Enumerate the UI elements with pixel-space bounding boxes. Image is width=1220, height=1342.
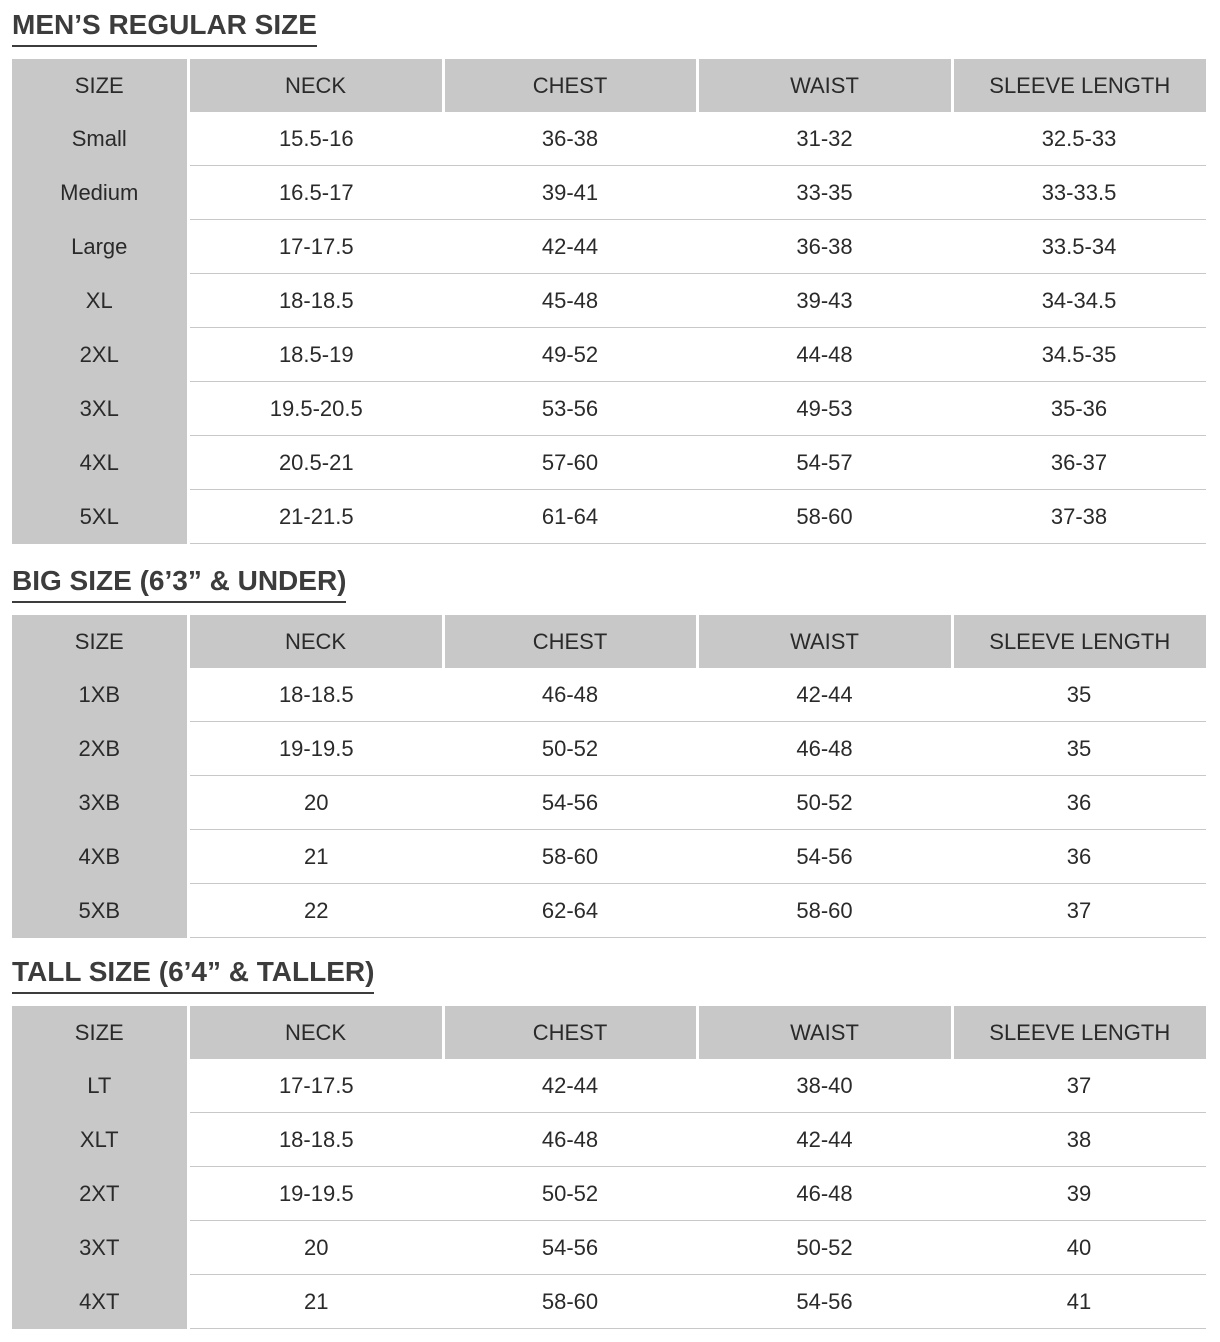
column-header-neck: NECK [188, 59, 443, 112]
neck-cell: 18.5-19 [188, 328, 443, 382]
column-header-neck: NECK [188, 615, 443, 668]
size-cell: 3XB [12, 776, 188, 830]
chest-cell: 46-48 [443, 1113, 697, 1167]
sleeve-length-cell: 34-34.5 [952, 274, 1206, 328]
chest-cell: 42-44 [443, 220, 697, 274]
chest-cell: 62-64 [443, 884, 697, 938]
column-header-size: SIZE [12, 1006, 188, 1059]
column-header-sleeve-length: SLEEVE LENGTH [952, 615, 1206, 668]
chest-cell: 58-60 [443, 830, 697, 884]
waist-cell: 33-35 [697, 166, 952, 220]
waist-cell: 58-60 [697, 884, 952, 938]
chest-cell: 49-52 [443, 328, 697, 382]
waist-cell: 44-48 [697, 328, 952, 382]
table-row [12, 668, 1206, 722]
table-row [12, 274, 1206, 328]
column-header-chest: CHEST [443, 615, 697, 668]
table-row [12, 884, 1206, 938]
chest-cell: 42-44 [443, 1059, 697, 1113]
chest-cell: 61-64 [443, 490, 697, 544]
neck-cell: 18-18.5 [188, 274, 443, 328]
sleeve-length-cell: 35-36 [952, 382, 1206, 436]
size-cell: Small [12, 112, 188, 166]
column-header-waist: WAIST [697, 59, 952, 112]
chest-cell: 46-48 [443, 668, 697, 722]
size-cell: 5XL [12, 490, 188, 544]
chest-cell: 36-38 [443, 112, 697, 166]
neck-cell: 22 [188, 884, 443, 938]
size-cell: 4XL [12, 436, 188, 490]
sleeve-length-cell: 37 [952, 1059, 1206, 1113]
table-row [12, 166, 1206, 220]
sleeve-length-cell: 36-37 [952, 436, 1206, 490]
table-row [12, 1059, 1206, 1113]
neck-cell: 18-18.5 [188, 1113, 443, 1167]
waist-cell: 50-52 [697, 1221, 952, 1275]
size-cell: 2XL [12, 328, 188, 382]
chest-cell: 57-60 [443, 436, 697, 490]
sleeve-length-cell: 39 [952, 1167, 1206, 1221]
column-header-sleeve-length: SLEEVE LENGTH [952, 59, 1206, 112]
table-row [12, 722, 1206, 776]
section-title: BIG SIZE (6’3” & UNDER) [12, 564, 346, 603]
size-cell: 2XT [12, 1167, 188, 1221]
neck-cell: 20 [188, 776, 443, 830]
sleeve-length-cell: 32.5-33 [952, 112, 1206, 166]
table-body [12, 1059, 1206, 1329]
size-cell: 3XT [12, 1221, 188, 1275]
waist-cell: 50-52 [697, 776, 952, 830]
chest-cell: 54-56 [443, 776, 697, 830]
table-row [12, 1167, 1206, 1221]
table-row [12, 830, 1206, 884]
size-table-big [12, 615, 1206, 938]
neck-cell: 21 [188, 830, 443, 884]
table-row [12, 776, 1206, 830]
chest-cell: 50-52 [443, 722, 697, 776]
neck-cell: 21 [188, 1275, 443, 1329]
header-row [12, 59, 1206, 112]
header-row [12, 615, 1206, 668]
column-header-waist: WAIST [697, 1006, 952, 1059]
size-cell: XLT [12, 1113, 188, 1167]
size-cell: Large [12, 220, 188, 274]
size-table-tall [12, 1006, 1206, 1329]
table-row [12, 1113, 1206, 1167]
waist-cell: 58-60 [697, 490, 952, 544]
sleeve-length-cell: 35 [952, 668, 1206, 722]
neck-cell: 19-19.5 [188, 1167, 443, 1221]
waist-cell: 49-53 [697, 382, 952, 436]
neck-cell: 17-17.5 [188, 220, 443, 274]
size-cell: 2XB [12, 722, 188, 776]
waist-cell: 38-40 [697, 1059, 952, 1113]
sleeve-length-cell: 41 [952, 1275, 1206, 1329]
table-row [12, 328, 1206, 382]
chest-cell: 50-52 [443, 1167, 697, 1221]
neck-cell: 15.5-16 [188, 112, 443, 166]
neck-cell: 16.5-17 [188, 166, 443, 220]
waist-cell: 42-44 [697, 668, 952, 722]
waist-cell: 31-32 [697, 112, 952, 166]
size-cell: 5XB [12, 884, 188, 938]
chest-cell: 58-60 [443, 1275, 697, 1329]
sleeve-length-cell: 40 [952, 1221, 1206, 1275]
size-cell: 4XB [12, 830, 188, 884]
table-row [12, 436, 1206, 490]
waist-cell: 46-48 [697, 1167, 952, 1221]
waist-cell: 36-38 [697, 220, 952, 274]
sleeve-length-cell: 33-33.5 [952, 166, 1206, 220]
neck-cell: 20.5-21 [188, 436, 443, 490]
waist-cell: 54-57 [697, 436, 952, 490]
table-row [12, 382, 1206, 436]
sleeve-length-cell: 34.5-35 [952, 328, 1206, 382]
chest-cell: 53-56 [443, 382, 697, 436]
column-header-neck: NECK [188, 1006, 443, 1059]
size-table-regular [12, 59, 1206, 544]
waist-cell: 54-56 [697, 830, 952, 884]
sleeve-length-cell: 37 [952, 884, 1206, 938]
sleeve-length-cell: 37-38 [952, 490, 1206, 544]
waist-cell: 46-48 [697, 722, 952, 776]
size-cell: 3XL [12, 382, 188, 436]
column-header-waist: WAIST [697, 615, 952, 668]
neck-cell: 20 [188, 1221, 443, 1275]
table-row [12, 112, 1206, 166]
table-body [12, 668, 1206, 938]
column-header-size: SIZE [12, 59, 188, 112]
waist-cell: 42-44 [697, 1113, 952, 1167]
column-header-chest: CHEST [443, 59, 697, 112]
section-title: MEN’S REGULAR SIZE [12, 8, 317, 47]
size-cell: Medium [12, 166, 188, 220]
sleeve-length-cell: 33.5-34 [952, 220, 1206, 274]
sleeve-length-cell: 36 [952, 830, 1206, 884]
sleeve-length-cell: 35 [952, 722, 1206, 776]
neck-cell: 21-21.5 [188, 490, 443, 544]
neck-cell: 19-19.5 [188, 722, 443, 776]
table-row [12, 220, 1206, 274]
column-header-size: SIZE [12, 615, 188, 668]
section-title: TALL SIZE (6’4” & TALLER) [12, 955, 374, 994]
table-row [12, 1275, 1206, 1329]
chest-cell: 45-48 [443, 274, 697, 328]
chest-cell: 54-56 [443, 1221, 697, 1275]
header-row [12, 1006, 1206, 1059]
waist-cell: 54-56 [697, 1275, 952, 1329]
size-cell: 4XT [12, 1275, 188, 1329]
table-body [12, 112, 1206, 544]
size-cell: 1XB [12, 668, 188, 722]
table-row [12, 490, 1206, 544]
neck-cell: 17-17.5 [188, 1059, 443, 1113]
sleeve-length-cell: 36 [952, 776, 1206, 830]
neck-cell: 19.5-20.5 [188, 382, 443, 436]
size-cell: XL [12, 274, 188, 328]
chest-cell: 39-41 [443, 166, 697, 220]
waist-cell: 39-43 [697, 274, 952, 328]
neck-cell: 18-18.5 [188, 668, 443, 722]
column-header-chest: CHEST [443, 1006, 697, 1059]
table-row [12, 1221, 1206, 1275]
sleeve-length-cell: 38 [952, 1113, 1206, 1167]
column-header-sleeve-length: SLEEVE LENGTH [952, 1006, 1206, 1059]
size-cell: LT [12, 1059, 188, 1113]
